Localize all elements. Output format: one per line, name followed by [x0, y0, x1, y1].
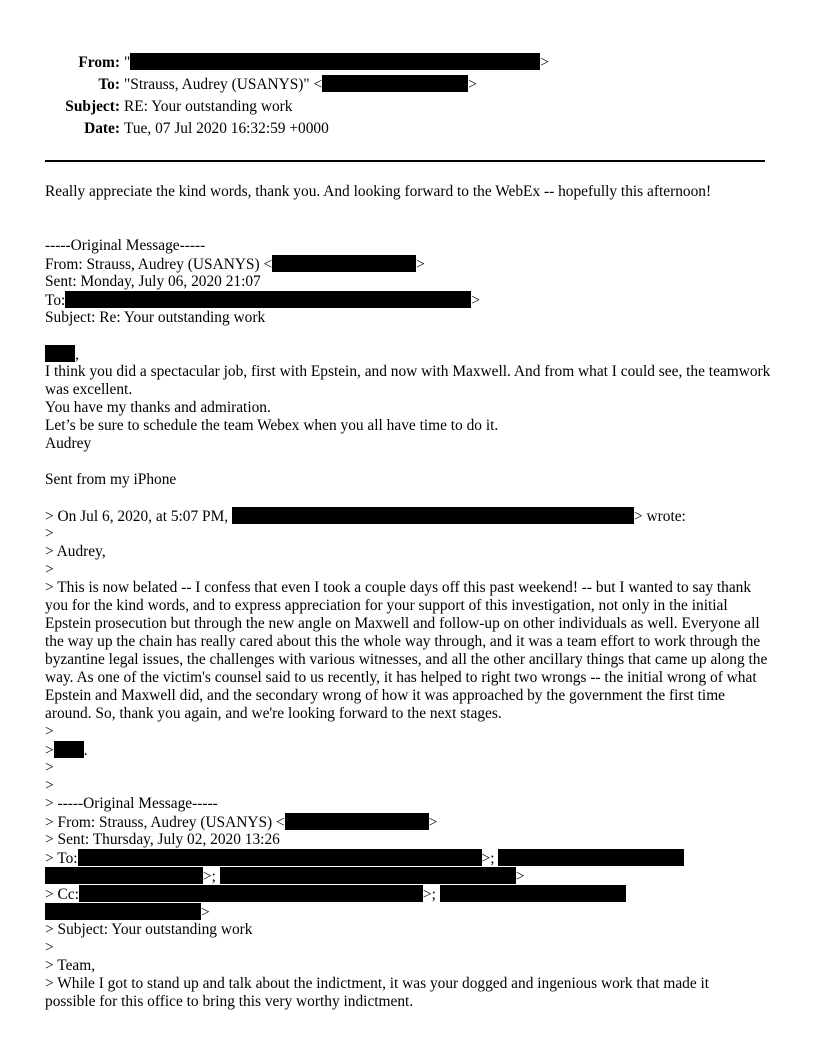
quoted2-from-text: > From: Strauss, Audrey (USANYS) <	[45, 814, 285, 831]
original-signature: Audrey	[45, 435, 92, 452]
quoted-blank: >	[45, 777, 54, 794]
redaction-block	[232, 507, 634, 524]
gt-char: >	[428, 814, 438, 831]
date-value: Tue, 07 Jul 2020 16:32:59 +0000	[124, 120, 329, 137]
gt-semi: >;	[422, 886, 436, 903]
subject-row	[0, 96, 816, 118]
redaction-block	[272, 255, 416, 272]
quoted-signature	[45, 741, 88, 760]
original-body-2: You have my thanks and admiration.	[45, 399, 271, 416]
redaction-block	[285, 813, 429, 830]
reply-body: Really appreciate the kind words, thank you. And looking forward to the WebEx -- hopefully this afternoon!	[45, 183, 712, 200]
quoted2-to-text: > To:	[45, 850, 78, 867]
redaction-block	[130, 53, 540, 70]
header-divider	[45, 160, 765, 162]
quoted-sig-suffix: .	[83, 742, 88, 759]
quoted-on-prefix: > On Jul 6, 2020, at 5:07 PM,	[45, 508, 229, 525]
quoted2-greeting: > Team,	[45, 957, 96, 974]
gt-char: >	[515, 868, 525, 885]
quoted2-cc-cont	[45, 903, 210, 922]
redaction-block	[54, 741, 84, 758]
subject-label: Subject:	[65, 98, 120, 115]
greeting-comma: ,	[75, 346, 79, 363]
original-subject: Subject: Re: Your outstanding work	[45, 309, 266, 326]
date-row	[0, 118, 816, 140]
from-suffix: >	[540, 54, 549, 71]
from-row	[0, 52, 816, 74]
quoted-on-suffix: > wrote:	[633, 508, 686, 525]
to-value	[124, 74, 477, 96]
quoted-body: > This is now belated -- I confess that even I took a couple days off this past weekend! -- but I wanted to say thank you for the kind words, and to express appreciation for your support of this investigation, not only in the initial Epstein prosecution but through the new angle on Maxwell and follow-up on other individuals as well. Everyone all the way up the chain has really cared about this the whole way through, and it was a team effort to work through the byzantine legal issues, the challenges with various witnesses, and all the other ancillary things that came up along the way. As one of the victim's counsel said to us recently, it has helped to right two wrongs -- the initial wrong of what Epstein and Maxwell did, and the secondary wrong of how it was approached by the government the first time around. So, thank you again, and we're looking forward to the next stages.	[45, 579, 768, 722]
quoted2-cc	[45, 885, 626, 904]
quoted2-cc-text: > Cc:	[45, 886, 79, 903]
redaction-block	[79, 885, 423, 902]
quoted-on-line	[45, 507, 686, 526]
quoted-blank: >	[45, 525, 54, 542]
gt-char: >	[201, 904, 210, 921]
quoted-blank: >	[45, 561, 54, 578]
original-body-3: Let’s be sure to schedule the team Webex when you all have time to do it.	[45, 417, 499, 434]
original-greeting	[45, 345, 79, 364]
original-separator: -----Original Message-----	[45, 237, 206, 254]
redaction-block	[498, 849, 684, 866]
original-to-text: To:	[45, 292, 66, 309]
redaction-block	[45, 345, 75, 362]
quoted2-to-cont	[45, 867, 525, 886]
to-label: To:	[98, 76, 120, 93]
quoted2-body: > While I got to stand up and talk about the indictment, it was your dogged and ingenious work that made it possible for this office to bring this very worthy indictment.	[45, 975, 710, 1010]
to-suffix: >	[468, 76, 477, 93]
original-from-text: From: Strauss, Audrey (USANYS) <	[45, 256, 273, 273]
subject-value: RE: Your outstanding work	[124, 98, 293, 115]
quoted2-blank: >	[45, 939, 54, 956]
date-label: Date:	[84, 120, 120, 137]
gt-semi: >;	[481, 850, 495, 867]
gt-char: >	[471, 292, 480, 309]
from-prefix: "	[124, 54, 131, 71]
original-from	[45, 255, 425, 274]
quoted-blank: >	[45, 759, 54, 776]
quoted2-to	[45, 849, 684, 868]
quoted2-from	[45, 813, 437, 832]
redaction-block	[78, 849, 482, 866]
redaction-block	[45, 867, 203, 884]
original-body-1: I think you did a spectacular job, first with Epstein, and now with Maxwell. And from what I could see, the teamwork was excellent.	[45, 363, 771, 398]
redaction-block	[45, 903, 201, 920]
redaction-block	[322, 75, 468, 92]
to-row	[0, 74, 816, 96]
from-label: From:	[78, 54, 120, 71]
quoted2-subject: > Subject: Your outstanding work	[45, 921, 253, 938]
original-sent: Sent: Monday, July 06, 2020 21:07	[45, 273, 261, 290]
from-value	[124, 52, 549, 74]
redaction-block	[65, 291, 471, 308]
quoted2-separator: > -----Original Message-----	[45, 795, 218, 812]
quoted-blank: >	[45, 723, 54, 740]
quoted2-sent: > Sent: Thursday, July 02, 2020 13:26	[45, 831, 280, 848]
to-text: "Strauss, Audrey (USANYS)" <	[124, 76, 323, 93]
gt-semi: >;	[203, 868, 216, 885]
original-sent-from: Sent from my iPhone	[45, 471, 177, 488]
original-to	[45, 291, 480, 310]
redaction-block	[220, 867, 516, 884]
quoted-greeting: > Audrey,	[45, 543, 106, 560]
redaction-block	[440, 885, 626, 902]
quoted-sig-prefix: >	[45, 742, 54, 759]
gt-char: >	[416, 256, 425, 273]
